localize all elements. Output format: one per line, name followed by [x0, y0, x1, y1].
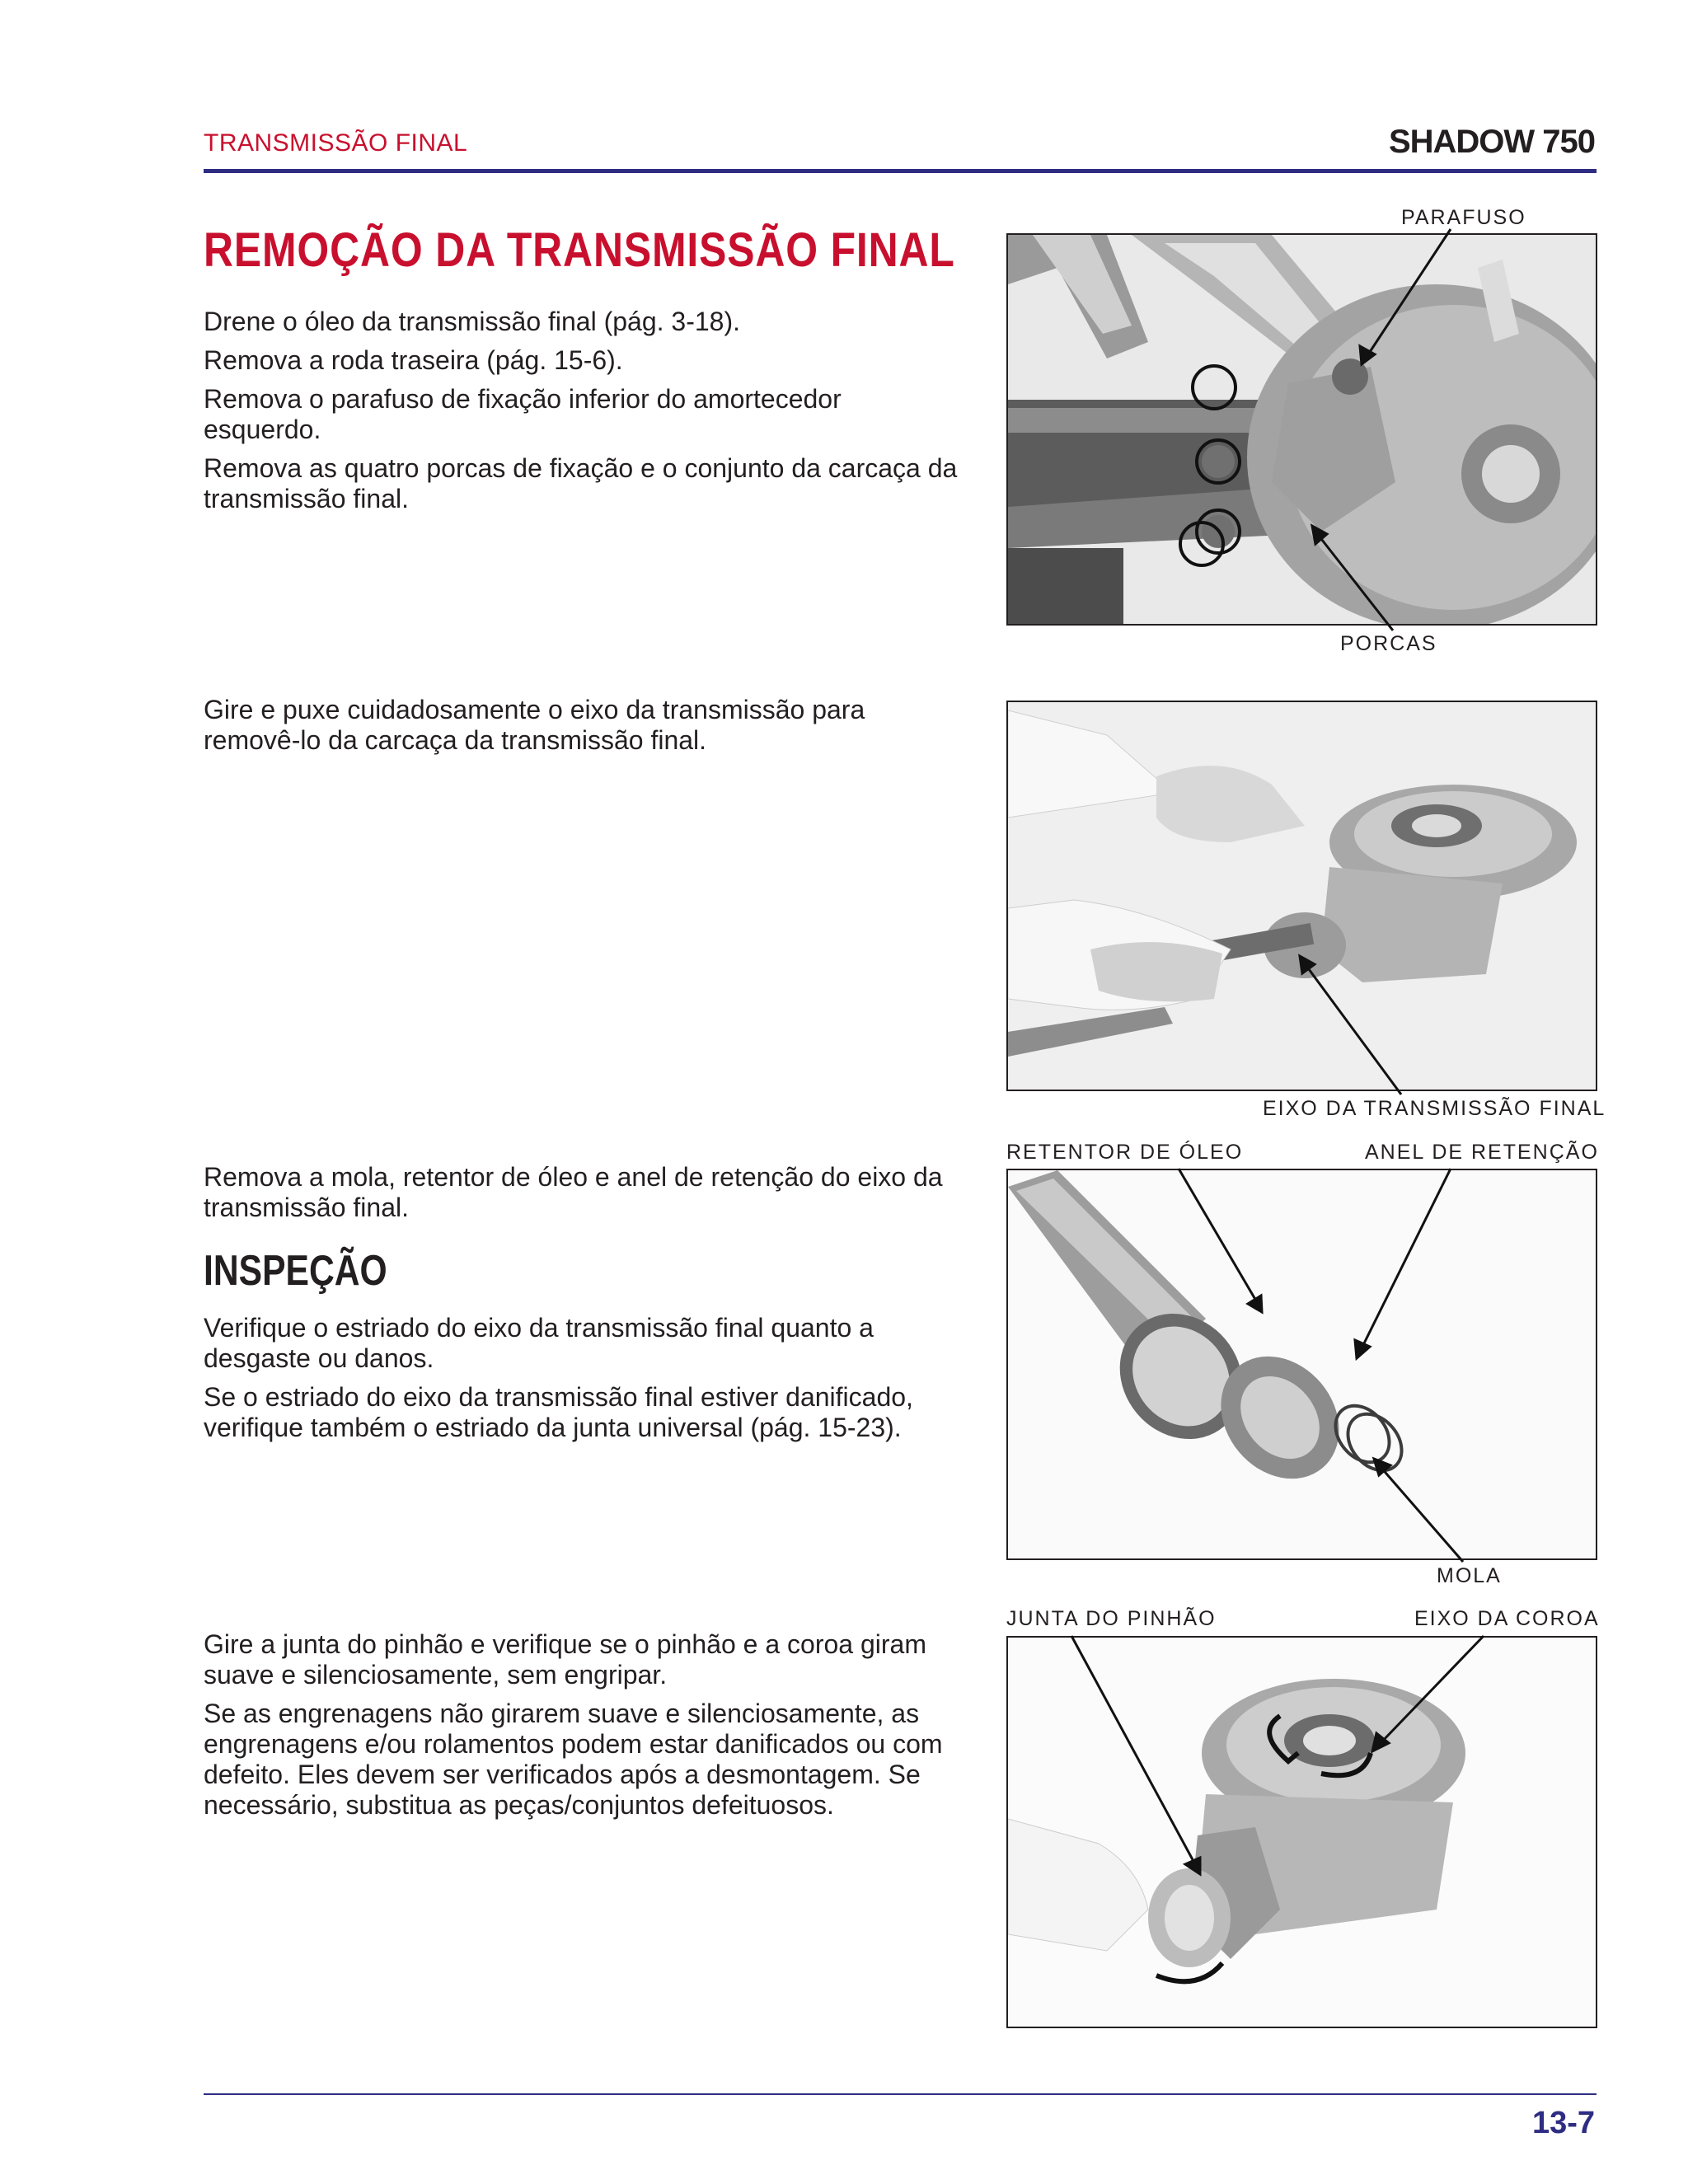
paragraph: Remova as quatro porcas de fixação e o conjunto da carcaça da transmissão final. — [204, 453, 958, 513]
text-block-removal — [204, 307, 970, 523]
label-bolt: PARAFUSO — [1401, 206, 1526, 229]
text-block-shaft-removal — [204, 695, 970, 764]
paragraph: Remova a roda traseira (pág. 15-6). — [204, 345, 623, 375]
paragraph: Remova a mola, retentor de óleo e anel de retenção do eixo da transmissão final. — [204, 1162, 943, 1222]
shaft-spline-illustration — [1008, 1170, 1596, 1558]
label-spring: MOLA — [1437, 1564, 1502, 1587]
label-retaining-ring: ANEL DE RETENÇÃO — [1365, 1141, 1599, 1164]
text-block-inspection — [204, 1313, 970, 1451]
paragraph: Se o estriado do eixo da transmissão final estiver danificado, verifique também o estriado da junta universal (pág. 15-23). — [204, 1382, 913, 1442]
header-section-title: TRANSMISSÃO FINAL — [204, 129, 468, 157]
paragraph: Remova o parafuso de fixação inferior do amortecedor esquerdo. — [204, 384, 842, 444]
paragraph: Verifique o estriado do eixo da transmissão final quanto a desgaste ou danos. — [204, 1313, 874, 1373]
header-rule — [204, 169, 1597, 173]
final-drive-mount-illustration — [1008, 235, 1596, 624]
page-number: 13-7 — [1531, 2106, 1595, 2140]
figure-final-drive-mount — [1006, 233, 1597, 626]
drive-shaft-removal-illustration — [1008, 702, 1596, 1090]
paragraph: Se as engrenagens não girarem suave e silenciosamente, as engrenagens e/ou rolamentos podem estar danificados ou com defeito. Eles devem ser verificados após a desmontagem. Se necessário, substitua as peças/conjuntos defeituosos. — [204, 1699, 943, 1820]
label-nuts: PORCAS — [1340, 632, 1437, 655]
label-ring-gear-shaft: EIXO DA COROA — [1414, 1607, 1600, 1630]
heading-inspection: INSPEÇÃO — [204, 1247, 387, 1295]
header-model-name: SHADOW 750 — [1388, 124, 1595, 160]
figure-drive-shaft-removal — [1006, 701, 1597, 1091]
pinion-rotation-illustration — [1008, 1638, 1596, 2027]
paragraph: Gire e puxe cuidadosamente o eixo da transmissão para removê-lo da carcaça da transmissão final. — [204, 695, 865, 755]
paragraph: Drene o óleo da transmissão final (pág. 3-18). — [204, 307, 741, 336]
footer-rule — [204, 2093, 1597, 2095]
paragraph: Gire a junta do pinhão e verifique se o pinhão e a coroa giram suave e silenciosamente, sem engripar. — [204, 1629, 926, 1690]
figure-pinion-rotation-check — [1006, 1636, 1597, 2028]
label-oil-seal: RETENTOR DE ÓLEO — [1006, 1141, 1244, 1164]
label-drive-shaft: EIXO DA TRANSMISSÃO FINAL — [1263, 1097, 1606, 1120]
text-block-spring-removal — [204, 1162, 970, 1231]
heading-removal: REMOÇÃO DA TRANSMISSÃO FINAL — [204, 223, 955, 277]
text-block-pinion-check — [204, 1629, 970, 1829]
figure-shaft-spline — [1006, 1169, 1597, 1560]
label-pinion-joint: JUNTA DO PINHÃO — [1006, 1607, 1217, 1630]
